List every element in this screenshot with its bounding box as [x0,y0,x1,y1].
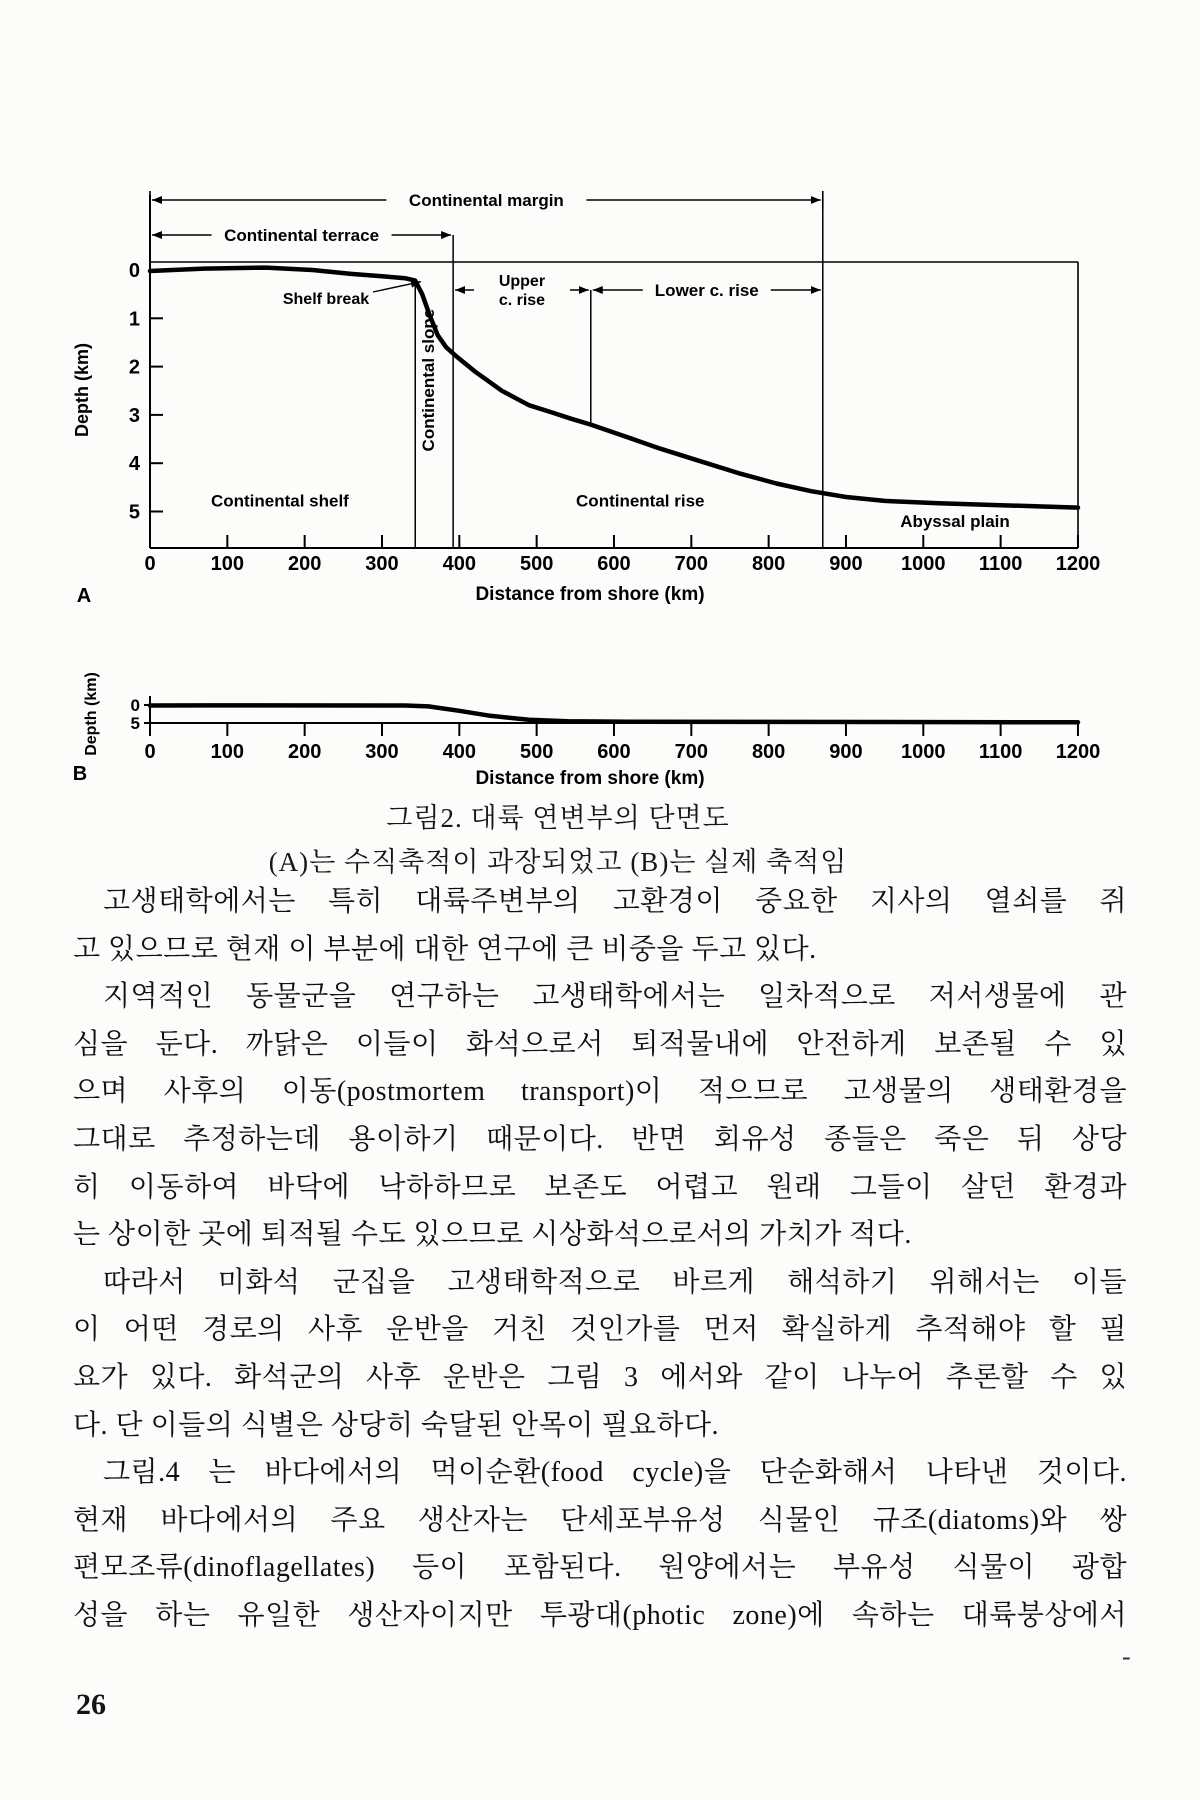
x-axis-label-b: Distance from shore (km) [475,768,705,789]
page-number: 26 [76,1688,106,1721]
y-tick-label: 3 [128,404,140,427]
x-tick-label: 0 [144,553,156,575]
panel-a [72,191,1100,607]
figure-caption-subtitle: (A)는 수직축적이 과장되었고 (B)는 실제 축적임 [268,847,848,877]
x-tick-label: 400 [442,553,477,575]
span-label: Upper [498,273,546,290]
region-label: Abyssal plain [900,511,1010,531]
body-line: 이 어떤 경로의 사후 운반을 거친 것인가를 먼저 확실하게 추적해야 할 필 [73,1314,1127,1346]
y-tick-label: 1 [128,308,140,331]
body-line: 히 이동하여 바닥에 낙하하므로 보존도 어렵고 원래 그들이 살던 환경과 [73,1171,1127,1203]
y-tick-label: 5 [128,501,140,524]
x-tick-label: 1200 [1055,553,1101,575]
panel-letter-a: A [76,585,92,607]
stray-mark: - [1122,1642,1131,1671]
y-tick-label: 5 [130,714,140,733]
x-tick-label: 400 [442,741,477,763]
body-line: 그대로 추정하는데 용이하기 때문이다. 반면 회유성 종들은 죽은 뒤 상당 [73,1123,1127,1155]
x-tick-label: 100 [210,553,245,575]
body-line: 요가 있다. 화석군의 사후 운반은 그림 3 에서와 같이 나누어 추론할 수 있 [73,1361,1127,1393]
x-tick-label: 300 [365,741,399,763]
body-line: 현재 바다에서의 주요 생산자는 단세포부유성 식물인 규조(diatoms)와 쌍 [73,1504,1127,1536]
x-tick-label: 1200 [1055,741,1101,763]
body-line: 고 있으므로 현재 이 부분에 대한 연구에 큰 비중을 두고 있다. [73,933,817,965]
x-tick-label: 1000 [901,553,946,575]
body-line: 따라서 미화석 군집을 고생태학적으로 바르게 해석하기 위해서는 이들 [103,1266,1127,1298]
x-tick-label: 800 [751,553,786,575]
body-line: 그림.4 는 바다에서의 먹이순환(food cycle)을 단순화해서 나타낸 것이다. [103,1457,1127,1489]
span-label: Continental margin [408,191,564,210]
body-line: 으며 사후의 이동(postmortem transport)이 적으므로 고생물의 생태환경을 [73,1076,1127,1108]
y-tick-label: 0 [130,696,140,715]
y-axis-label-a: Depth (km) [72,343,92,437]
span-label: c. rise [498,292,546,309]
body-line: 는 상이한 곳에 퇴적될 수도 있으므로 시상화석으로서의 가치가 적다. [73,1219,912,1251]
figure [60,140,1120,800]
body-line: 편모조류(dinoflagellates) 등이 포함된다. 원양에서는 부유성 식물이 광합 [73,1552,1127,1584]
body-text [73,878,1127,1640]
shelf-break-arrow [373,282,421,292]
figure-svg [60,140,1120,800]
x-tick-label: 500 [519,741,554,763]
x-tick-label: 300 [365,553,399,575]
panel-letter-b: B [72,763,88,785]
x-tick-label: 800 [751,741,786,763]
body-line: 지역적인 동물군을 연구하는 고생태학에서는 일차적으로 저서생물에 관 [103,981,1127,1013]
region-label: Continental shelf [210,491,349,511]
x-tick-label: 700 [674,741,708,763]
span-label: Continental terrace [224,226,380,245]
body-line: 심을 둔다. 까닭은 이들이 화석으로서 퇴적물내에 안전하게 보존될 수 있 [73,1028,1127,1060]
panel-b [73,672,1100,789]
region-label: Continental rise [576,491,705,511]
x-tick-label: 1100 [978,553,1023,575]
span-label: Lower c. rise [654,281,759,300]
x-tick-label: 200 [287,553,322,575]
x-tick-label: 600 [597,741,631,763]
x-tick-label: 900 [829,553,863,575]
seafloor-profile-curve-true-scale [150,705,1078,722]
body-line: 고생태학에서는 특히 대륙주변부의 고환경이 중요한 지사의 열쇠를 쥐 [103,886,1127,917]
y-tick-label: 2 [128,356,140,379]
x-tick-label: 700 [674,553,708,575]
x-tick-label: 100 [210,741,245,763]
x-tick-label: 200 [287,741,322,763]
region-label: Continental slope [418,308,438,452]
y-tick-label: 0 [128,260,140,282]
x-tick-label: 1100 [978,741,1023,763]
x-tick-label: 500 [519,553,554,575]
body-line: 다. 단 이들의 식별은 상당히 숙달된 안목이 필요하다. [73,1409,720,1441]
shelf-break-label: Shelf break [282,291,370,308]
x-tick-label: 0 [144,741,156,763]
x-tick-label: 1000 [901,741,946,763]
y-tick-label: 4 [128,453,140,476]
x-tick-label: 600 [597,553,631,575]
y-axis-label-b: Depth (km) [83,672,100,756]
x-tick-label: 900 [829,741,863,763]
body-line: 성을 하는 유일한 생산자이지만 투광대(photic zone)에 속하는 대륙붕상에서 [73,1599,1127,1631]
figure-caption-title: 그림2. 대륙 연변부의 단면도 [386,803,730,833]
x-axis-label-a: Distance from shore (km) [475,584,705,605]
